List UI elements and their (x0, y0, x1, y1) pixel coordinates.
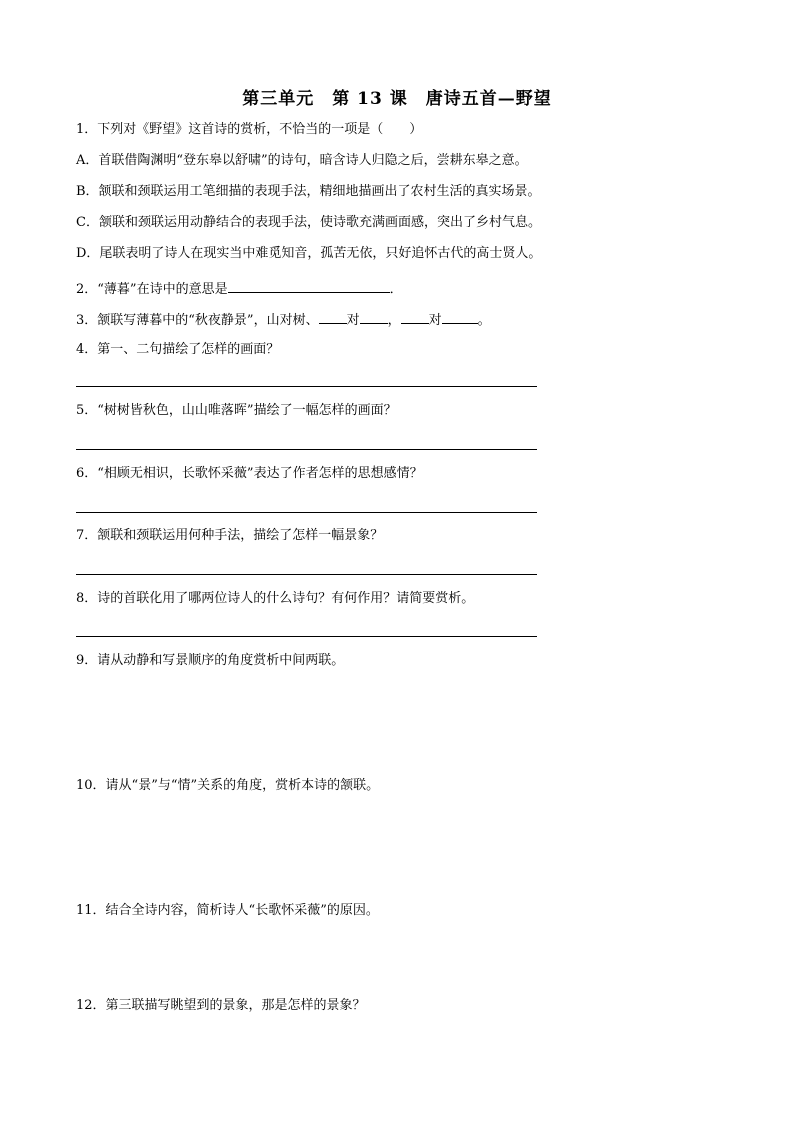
question-9: 9．请从动静和写景顺序的角度赏析中间两联。 (76, 653, 345, 668)
question-3-end: 。 (477, 313, 491, 328)
answer-blank[interactable] (401, 309, 429, 324)
question-6: 6．“相顾无相识，长歌怀采薇”表达了作者怎样的思想感情？ (76, 466, 423, 481)
page-title: 第三单元 第 13 课 唐诗五首—野望 (242, 89, 552, 109)
answer-line[interactable] (76, 512, 537, 513)
question-11: 11．结合全诗内容，简析诗人“长歌怀采薇”的原因。 (76, 903, 379, 918)
answer-line[interactable] (76, 636, 537, 637)
question-2-end: ． (389, 282, 403, 297)
answer-blank[interactable] (319, 309, 347, 324)
question-7: 7．颔联和颈联运用何种手法，描绘了怎样一幅景象？ (76, 528, 384, 543)
question-2-text: 2．“薄暮”在诗中的意思是 (76, 282, 228, 297)
answer-line[interactable] (76, 449, 537, 450)
answer-blank[interactable] (442, 309, 478, 324)
answer-line[interactable] (76, 574, 537, 575)
question-2 (76, 278, 403, 299)
question-8: 8．诗的首联化用了哪两位诗人的什么诗句？有何作用？请简要赏析。 (76, 591, 475, 606)
answer-blank[interactable] (228, 278, 390, 293)
question-1-option-a: A．首联借陶渊明“登东皋以舒啸”的诗句，暗含诗人归隐之后，尝耕东皋之意。 (76, 153, 528, 168)
question-3-dui: 对 (428, 313, 442, 328)
question-5: 5．“树树皆秋色，山山唯落晖”描绘了一幅怎样的画面？ (76, 403, 397, 418)
question-12: 12．第三联描写眺望到的景象，那是怎样的景象？ (76, 998, 366, 1013)
answer-blank[interactable] (360, 309, 388, 324)
question-1-stem: 1．下列对《野望》这首诗的赏析，不恰当的一项是（ ） (76, 122, 423, 137)
question-3-text: 3．颔联写薄暮中的“秋夜静景”，山对树、 (76, 313, 319, 328)
question-4: 4．第一、二句描绘了怎样的画面？ (76, 342, 280, 357)
question-1-option-b: B．颔联和颈联运用工笔细描的表现手法，精细地描画出了农村生活的真实场景。 (76, 184, 541, 199)
question-1-option-c: C．颔联和颈联运用动静结合的表现手法，使诗歌充满画面感，突出了乡村气息。 (76, 215, 541, 230)
question-3-sep: ， (387, 313, 401, 328)
question-10: 10．请从“景”与“情”关系的角度，赏析本诗的颔联。 (76, 778, 380, 793)
answer-line[interactable] (76, 386, 537, 387)
question-1-option-d: D．尾联表明了诗人在现实当中难觅知音，孤苦无依，只好追怀古代的高士贤人。 (76, 246, 542, 261)
question-3 (76, 309, 491, 330)
question-3-dui: 对 (346, 313, 360, 328)
